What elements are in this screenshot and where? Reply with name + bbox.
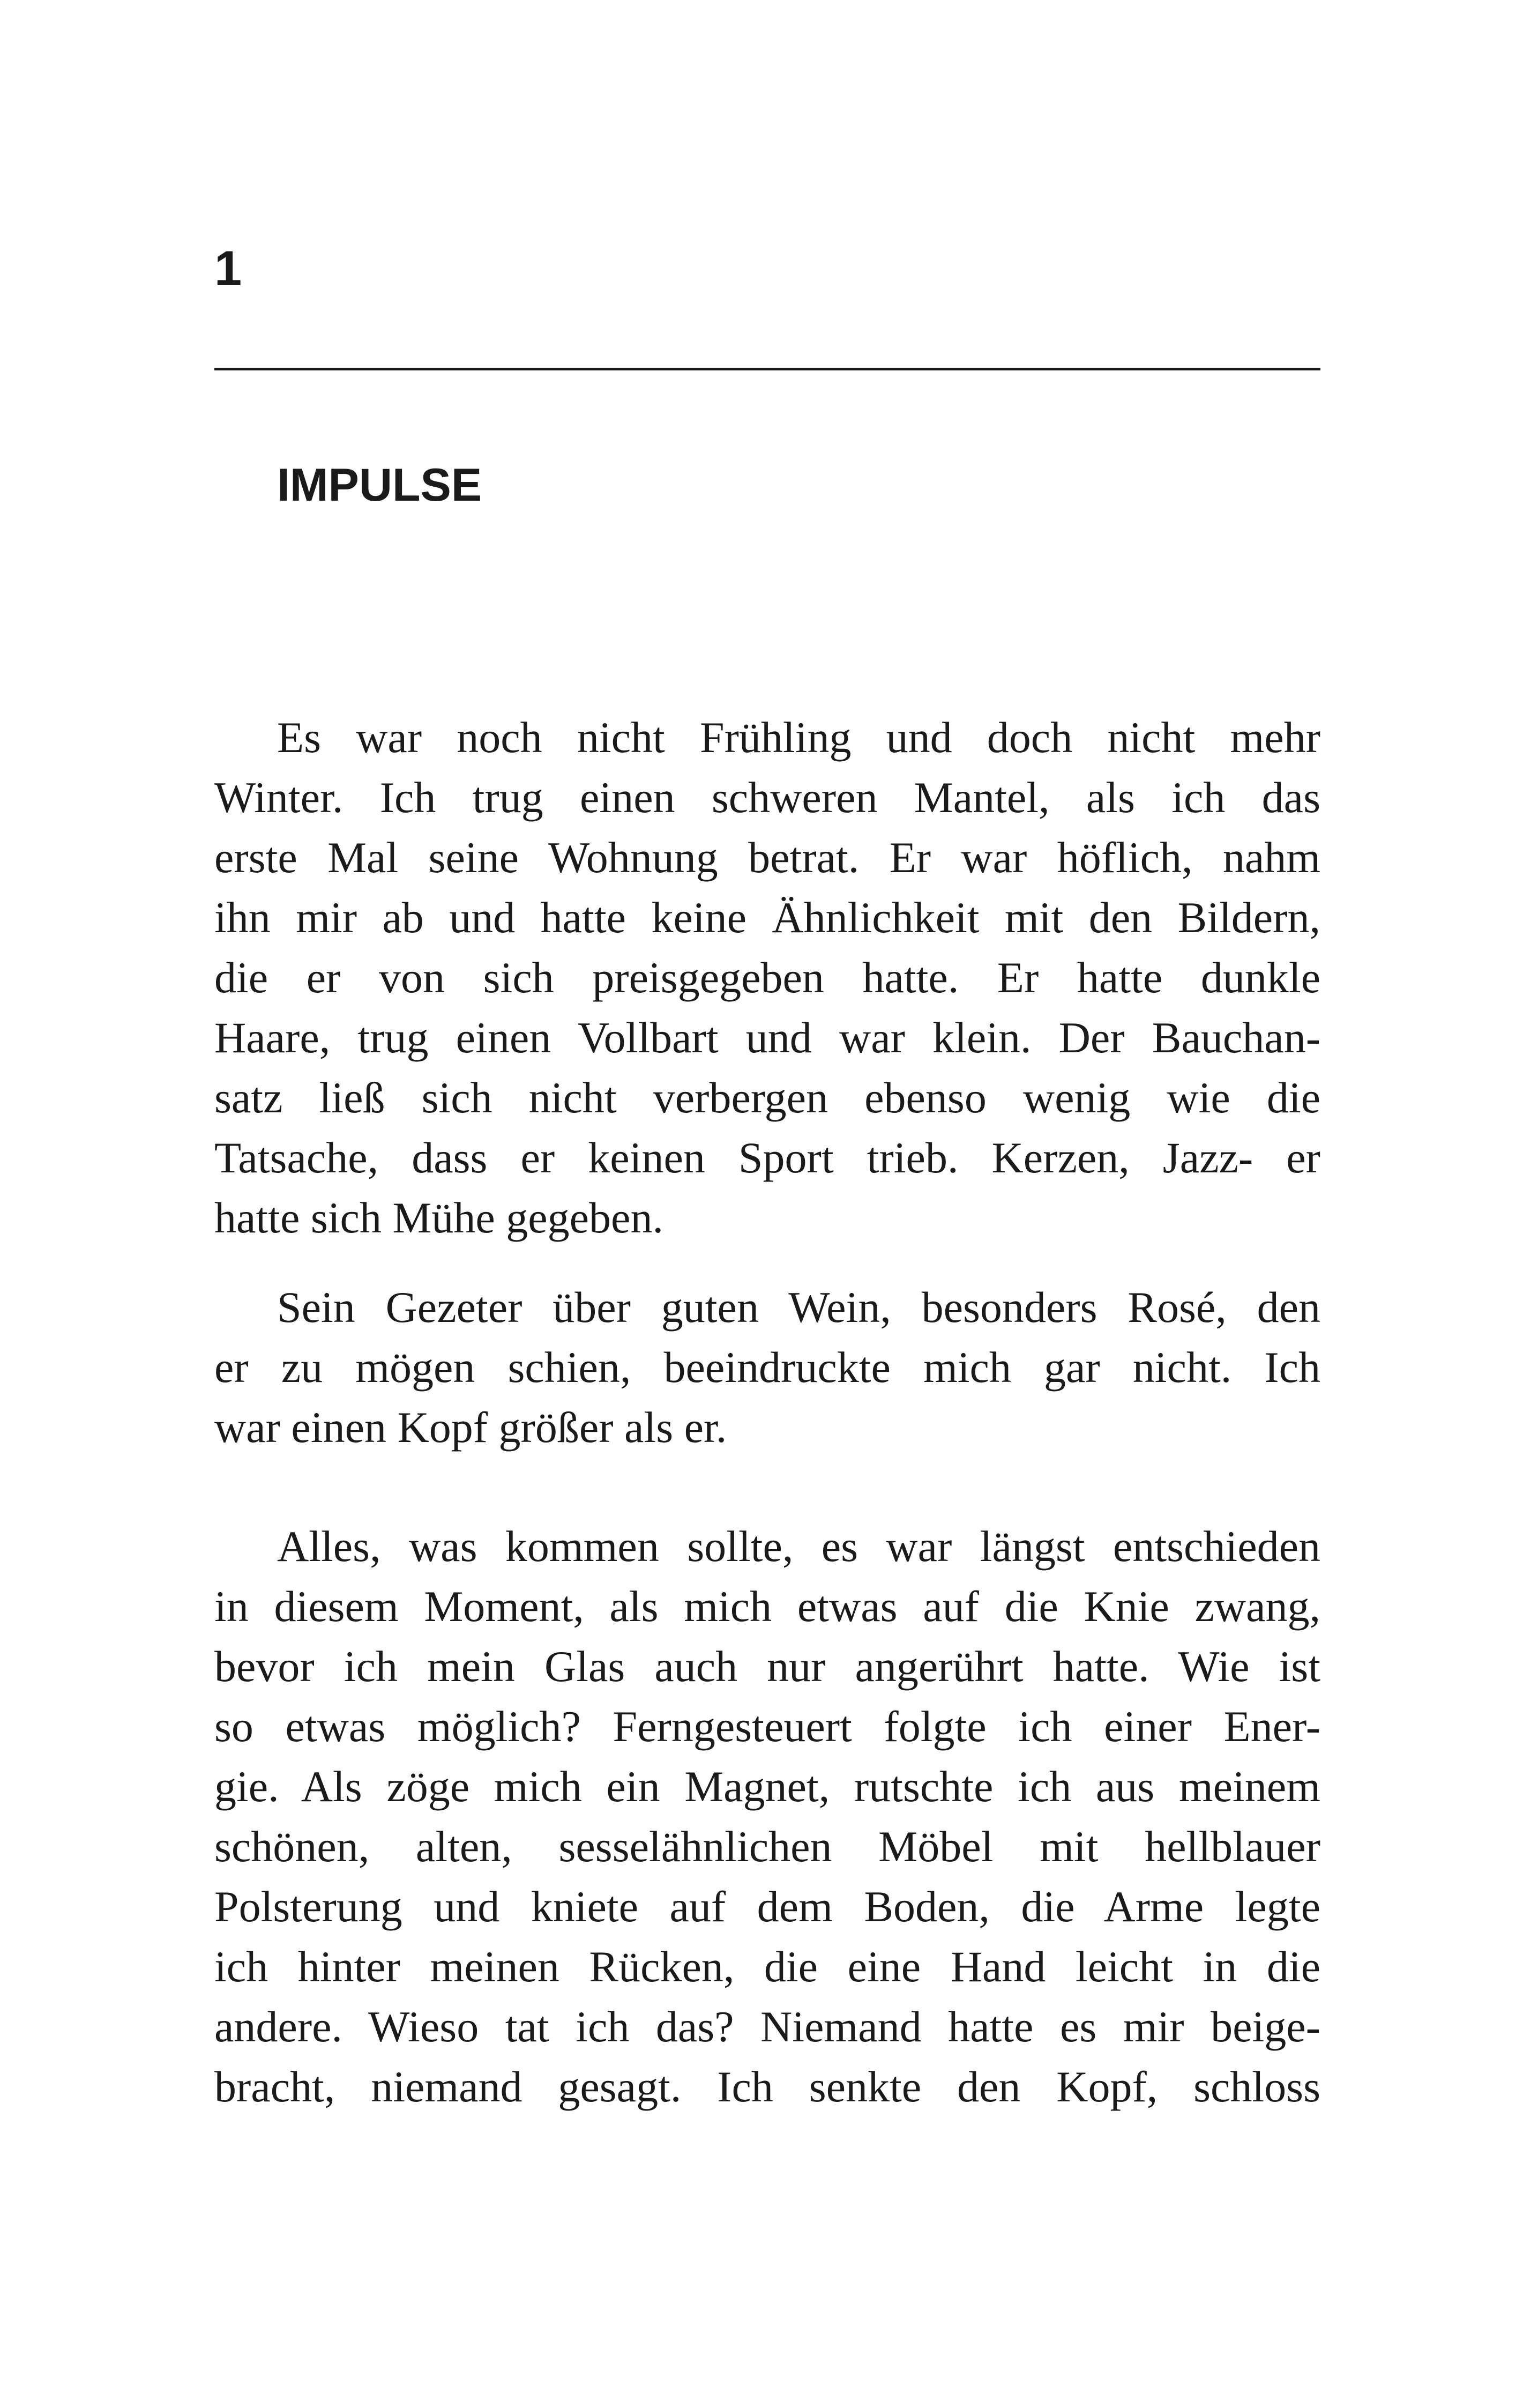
chapter-number: 1: [214, 241, 242, 296]
paragraph-3: [214, 1517, 1320, 2117]
paragraph-2: [214, 1277, 1320, 1458]
text-line: ich hinter meinen Rücken, die eine Hand leicht in die: [214, 1942, 1320, 1991]
text-line: so etwas möglich? Ferngesteuert folgte ich einer Ener-: [214, 1702, 1320, 1751]
text-line: Tatsache, dass er keinen Sport trieb. Kerzen, Jazz- er: [214, 1133, 1320, 1182]
text-line: Es war noch nicht Frühling und doch nicht mehr: [277, 713, 1320, 762]
text-line: erste Mal seine Wohnung betrat. Er war höflich, nahm: [214, 833, 1320, 882]
chapter-title: IMPULSE: [277, 459, 482, 511]
text-line: bracht, niemand gesagt. Ich senkte den Kopf, schloss: [214, 2062, 1320, 2111]
chapter-divider: [214, 368, 1320, 370]
text-line: ihn mir ab und hatte keine Ähnlichkeit mit den Bildern,: [214, 893, 1320, 942]
text-line: war einen Kopf größer als er.: [214, 1403, 727, 1452]
text-line: satz ließ sich nicht verbergen ebenso wenig wie die: [214, 1073, 1320, 1122]
text-line: die er von sich preisgegeben hatte. Er hatte dunkle: [214, 953, 1320, 1002]
text-line: Sein Gezeter über guten Wein, besonders Rosé, den: [277, 1283, 1320, 1332]
text-line: gie. Als zöge mich ein Magnet, rutschte ich aus meinem: [214, 1762, 1320, 1811]
text-line: er zu mögen schien, beeindruckte mich gar nicht. Ich: [214, 1343, 1320, 1392]
text-line: hatte sich Mühe gegeben.: [214, 1193, 663, 1242]
text-line: Haare, trug einen Vollbart und war klein. Der Bauchan-: [214, 1013, 1320, 1062]
text-line: Winter. Ich trug einen schweren Mantel, als ich das: [214, 773, 1320, 822]
text-line: andere. Wieso tat ich das? Niemand hatte es mir beige-: [214, 2002, 1320, 2051]
text-line: schönen, alten, sesselähnlichen Möbel mit hellblauer: [214, 1822, 1320, 1871]
text-line: Polsterung und kniete auf dem Boden, die Arme legte: [214, 1882, 1320, 1931]
text-line: in diesem Moment, als mich etwas auf die Knie zwang,: [214, 1582, 1320, 1631]
text-line: Alles, was kommen sollte, es war längst entschieden: [277, 1522, 1320, 1571]
paragraph-1: [214, 708, 1320, 1248]
text-line: bevor ich mein Glas auch nur angerührt hatte. Wie ist: [214, 1642, 1320, 1691]
